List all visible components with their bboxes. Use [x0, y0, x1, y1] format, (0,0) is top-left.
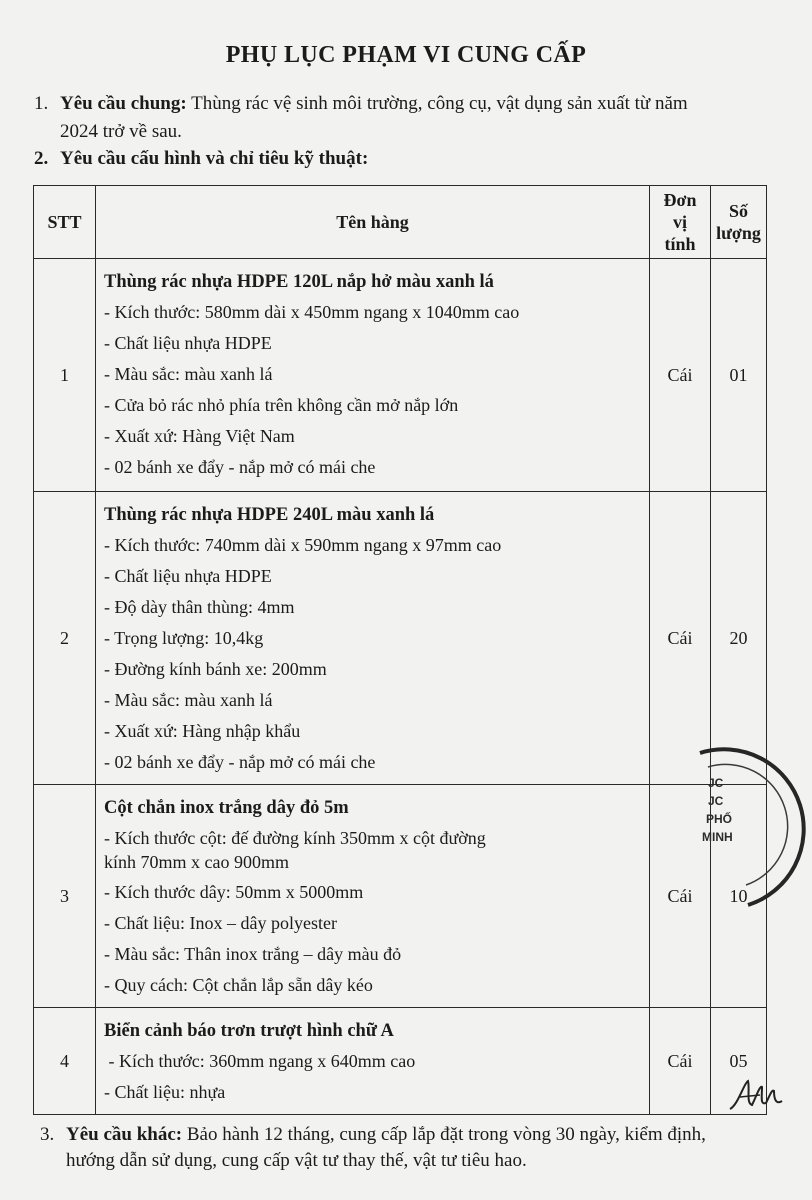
spec-line: - Cửa bỏ rác nhỏ phía trên không cần mở nắp lớn: [104, 395, 459, 415]
header-qty: [711, 186, 767, 259]
row-name-cell: [96, 1008, 650, 1115]
spec-line: - Kích thước: 580mm dài x 450mm ngang x 1040mm cao: [104, 302, 520, 322]
spec-line: - Chất liệu nhựa HDPE: [104, 333, 272, 353]
spec-table: [33, 185, 767, 1115]
spec-line: - Chất liệu nhựa HDPE: [104, 566, 272, 586]
row-qty: 05: [711, 1008, 767, 1115]
header-unit-line3: tính: [664, 234, 696, 254]
row-stt: 2: [34, 492, 96, 785]
config-number: 2.: [34, 148, 49, 169]
spec-line: - Kích thước: 740mm dài x 590mm ngang x 97mm cao: [104, 535, 502, 555]
stamp-text-line: JC: [708, 794, 724, 808]
general-text-line1: Thùng rác vệ sinh môi trường, công cụ, vật dụng sản xuất từ năm: [191, 93, 688, 114]
row-unit: Cái: [650, 785, 711, 1008]
general-text-line2: 2024 trở về sau.: [60, 121, 182, 142]
row-qty: 10: [711, 785, 767, 1008]
row-name-cell: [96, 785, 650, 1008]
table-header-row: [34, 186, 767, 259]
header-unit-line1: Đơn: [663, 190, 697, 210]
spec-line: - Kích thước: 360mm ngang x 640mm cao: [104, 1051, 416, 1071]
table-row: [34, 492, 767, 785]
config-requirement: [34, 145, 754, 173]
row-qty: 01: [711, 259, 767, 492]
item-title: Cột chắn inox trắng dây đỏ 5m: [104, 798, 349, 818]
signature-icon: [726, 1075, 786, 1115]
spec-line: - Chất liệu: nhựa: [104, 1082, 226, 1102]
row-stt: 4: [34, 1008, 96, 1115]
row-unit: Cái: [650, 492, 711, 785]
general-label: Yêu cầu chung:: [60, 93, 187, 114]
spec-line: - Trọng lượng: 10,4kg: [104, 628, 264, 648]
row-name-cell: [96, 259, 650, 492]
header-unit-line2: vị: [672, 212, 687, 232]
general-number: 1.: [34, 93, 49, 114]
item-title: Biển cảnh báo trơn trượt hình chữ A: [104, 1021, 394, 1041]
spec-line: - Kích thước cột: đế đường kính 350mm x cột đường kính 70mm x cao 900mm: [104, 828, 486, 872]
spec-line: - Xuất xứ: Hàng Việt Nam: [104, 426, 295, 446]
header-qty-line1: Số: [728, 201, 748, 221]
header-name: Tên hàng: [96, 186, 650, 259]
stamp-text-line: MINH: [702, 830, 733, 844]
other-requirement: [40, 1122, 760, 1174]
row-qty: 20: [711, 492, 767, 785]
item-title: Thùng rác nhựa HDPE 240L màu xanh lá: [104, 505, 435, 525]
config-label: Yêu cầu cấu hình và chỉ tiêu kỹ thuật:: [60, 148, 369, 169]
header-stt: STT: [34, 186, 96, 259]
spec-line: - Đường kính bánh xe: 200mm: [104, 659, 327, 679]
row-name-cell: [96, 492, 650, 785]
stamp-text-line: JC: [708, 776, 724, 790]
spec-line: - Kích thước dây: 50mm x 5000mm: [104, 882, 364, 902]
row-unit: Cái: [650, 1008, 711, 1115]
table-row: [34, 1008, 767, 1115]
header-qty-line2: lượng: [716, 223, 761, 243]
other-text-line1: Bảo hành 12 tháng, cung cấp lắp đặt trong vòng 30 ngày, kiểm định,: [186, 1124, 706, 1145]
other-label: Yêu cầu khác:: [66, 1124, 183, 1145]
row-stt: 1: [34, 259, 96, 492]
table-row: [34, 785, 767, 1008]
other-text-line2: hướng dẫn sử dụng, cung cấp vật tư thay thế, vật tư tiêu hao.: [66, 1150, 527, 1171]
other-number: 3.: [40, 1124, 55, 1145]
document-title: PHỤ LỤC PHẠM VI CUNG CẤP: [225, 42, 587, 68]
row-unit: Cái: [650, 259, 711, 492]
spec-line: - Màu sắc: màu xanh lá: [104, 364, 273, 384]
official-stamp: [688, 745, 808, 915]
spec-line: - Quy cách: Cột chắn lắp sẵn dây kéo: [104, 975, 373, 995]
spec-line: - 02 bánh xe đẩy - nắp mở có mái che: [104, 752, 376, 772]
spec-line: - Màu sắc: Thân inox trắng – dây màu đỏ: [104, 944, 402, 964]
item-title: Thùng rác nhựa HDPE 120L nắp hở màu xanh lá: [104, 272, 494, 292]
spec-line: - Xuất xứ: Hàng nhập khẩu: [104, 721, 301, 741]
spec-line: - 02 bánh xe đẩy - nắp mở có mái che: [104, 457, 376, 477]
table-row: [34, 259, 767, 492]
row-stt: 3: [34, 785, 96, 1008]
header-unit: [650, 186, 711, 259]
spec-line: - Màu sắc: màu xanh lá: [104, 690, 273, 710]
spec-line: - Độ dày thân thùng: 4mm: [104, 597, 295, 617]
general-requirement: [34, 90, 754, 146]
spec-line: - Chất liệu: Inox – dây polyester: [104, 913, 337, 933]
stamp-text-line: PHỐ: [706, 812, 733, 826]
